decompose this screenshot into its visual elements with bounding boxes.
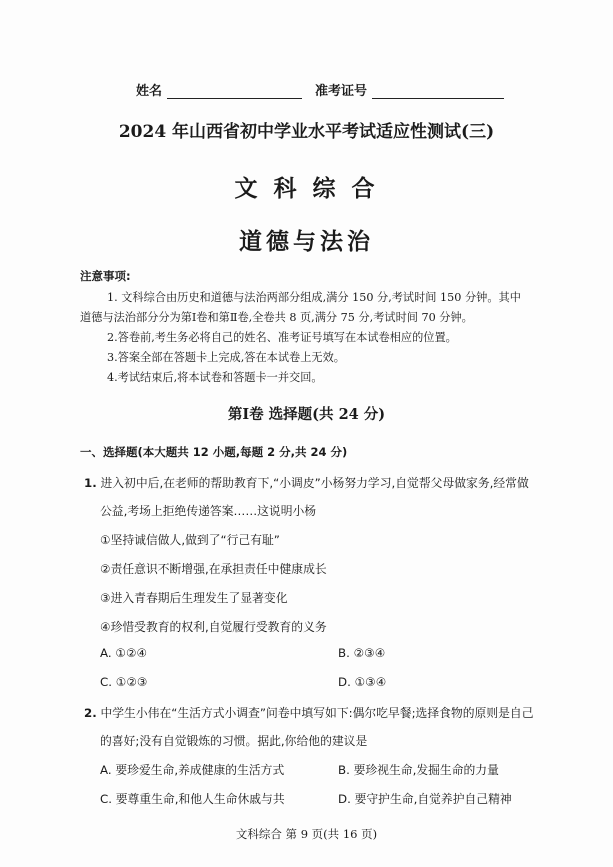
notice-line-2: 道德与法治部分分为第Ⅰ卷和第Ⅱ卷,全卷共 8 页,满分 75 分,考试时间 70 分钟。: [80, 311, 473, 324]
id-field[interactable]: [315, 80, 504, 99]
q2-stem-line-2: 的喜好;没有自觉锻炼的习惯。据此,你给他的建议是: [100, 734, 368, 748]
notice-line-5: 4.考试结束后,将本试卷和答题卡一并交回。: [107, 371, 323, 384]
notice-title: 注意事项:: [80, 269, 131, 283]
q1-option-c[interactable]: C. ①②③: [100, 675, 148, 689]
q1-option-b[interactable]: B. ②③④: [338, 646, 386, 660]
section-title: 第Ⅰ卷 选择题(共 24 分): [227, 406, 386, 423]
q1-stem-text-1: 进入初中后,在老师的帮助教育下,“小调皮”小杨努力学习,自觉帮父母做家务,经常做: [100, 476, 529, 490]
q2-stem-line-1: [84, 704, 534, 721]
notice-line-3: 2.答卷前,考生务必将自己的姓名、准考证号填写在本试卷相应的位置。: [107, 331, 457, 344]
q1-item-4: ④珍惜受教育的权利,自觉履行受教育的义务: [100, 620, 327, 634]
q1-option-d[interactable]: D. ①③④: [338, 675, 387, 689]
q2-number: 2.: [84, 706, 97, 720]
page-footer: 文科综合 第 9 页(共 16 页): [235, 827, 378, 841]
q1-stem-line-1: [84, 474, 529, 491]
q1-item-2: ②责任意识不断增强,在承担责任中健康成长: [100, 562, 327, 576]
subject-title: 道德与法治: [239, 229, 374, 255]
q2-option-d[interactable]: D. 要守护生命,自觉养护自己精神: [338, 792, 512, 806]
q2-stem-text-1: 中学生小伟在“生活方式小调查”问卷中填写如下:偶尔吃早餐;选择食物的原则是自己: [100, 706, 534, 720]
notice-line-1: 1. 文科综合由历史和道德与法治两部分组成,满分 150 分,考试时间 150 分钟。其中: [107, 291, 521, 304]
part-title: 一、选择题(本大题共 12 小题,每题 2 分,共 24 分): [80, 445, 348, 459]
q1-stem-line-2: 公益,考场上拒绝传递答案……这说明小杨: [100, 504, 317, 518]
exam-title: 2024 年山西省初中学业水平考试适应性测试(三): [118, 122, 495, 142]
id-blank[interactable]: [372, 84, 504, 99]
q2-option-b[interactable]: B. 要珍视生命,发掘生命的力量: [338, 763, 499, 777]
q2-option-a[interactable]: A. 要珍爱生命,养成健康的生活方式: [100, 763, 285, 777]
name-blank[interactable]: [167, 84, 302, 99]
q1-item-1: ①坚持诚信做人,做到了“行己有耻”: [100, 533, 280, 547]
name-label: 姓名: [136, 84, 163, 99]
q1-option-a[interactable]: A. ①②④: [100, 646, 148, 660]
q1-number: 1.: [84, 476, 97, 490]
subject-group-title: 文 科 综 合: [234, 176, 379, 202]
notice-line-4: 3.答案全部在答题卡上完成,答在本试卷上无效。: [107, 351, 345, 364]
id-label: 准考证号: [315, 84, 368, 99]
name-field[interactable]: [136, 80, 302, 99]
q2-option-c[interactable]: C. 要尊重生命,和他人生命休戚与共: [100, 792, 285, 806]
q1-item-3: ③进入青春期后生理发生了显著变化: [100, 591, 288, 605]
